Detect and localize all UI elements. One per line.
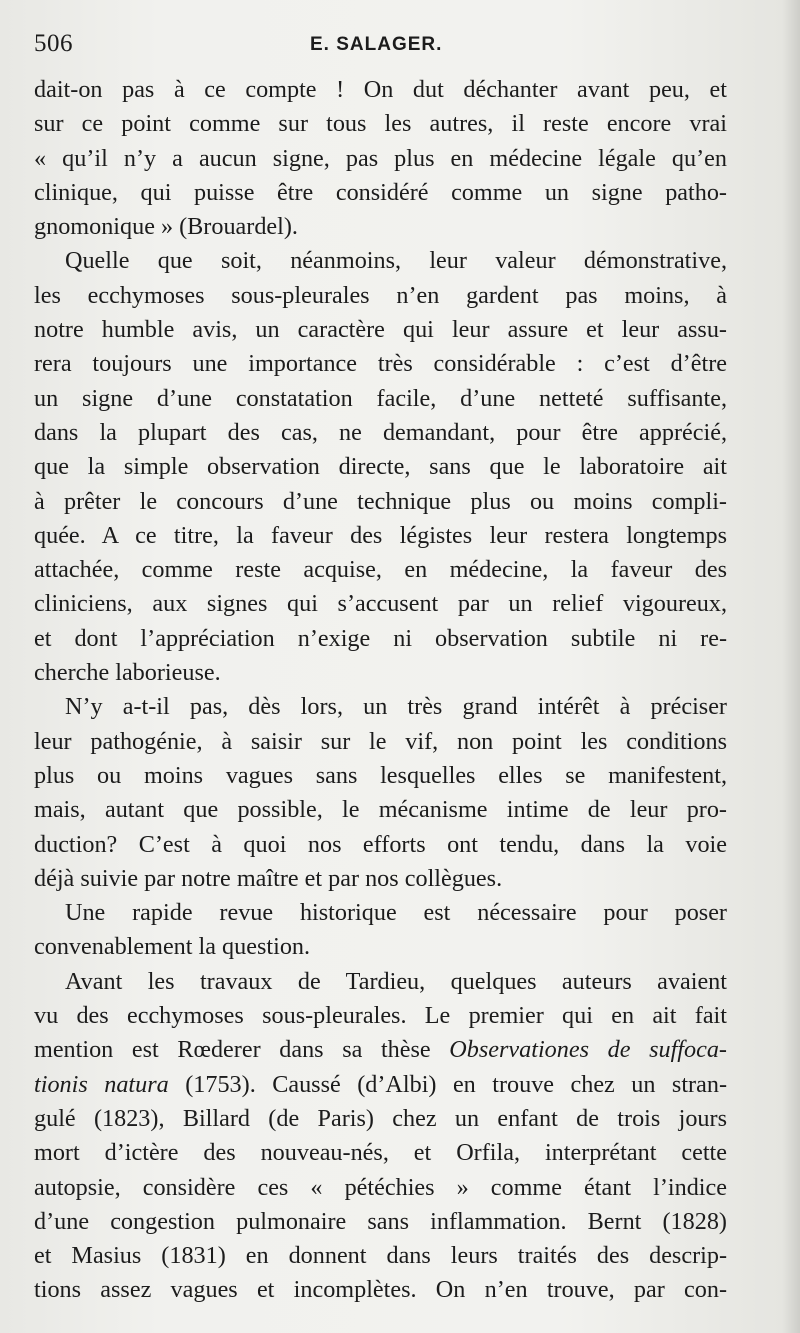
text-line: à prêter le concours d’une technique plus ou moins compli- [34, 487, 727, 515]
text-line: convenablement la question. [34, 933, 311, 961]
text-line: d’une congestion pulmonaire sans inflammation. Bernt (1828) [34, 1207, 727, 1235]
text-line: sur ce point comme sur tous les autres, il reste encore vrai [34, 110, 727, 138]
text-line: vu des ecchymoses sous-pleurales. Le premier qui en ait fait [34, 1002, 727, 1030]
text-line: dait-on pas à ce compte ! On dut déchanter avant peu, et [34, 76, 727, 103]
text-line: gnomonique » (Brouardel). [34, 213, 298, 241]
text-line: que la simple observation directe, sans que le laboratoire ait [34, 453, 727, 481]
text-line: attachée, comme reste acquise, en médecine, la faveur des [34, 556, 727, 584]
text-line: leur pathogénie, à saisir sur le vif, non point les conditions [34, 727, 727, 755]
text-line: autopsie, considère ces « pétéchies » comme étant l’indice [34, 1173, 727, 1201]
text-line: un signe d’une constatation facile, d’une netteté suffisante, [34, 384, 727, 412]
page-number: 506 [34, 30, 73, 57]
text-line [34, 1033, 727, 1067]
running-head: E. SALAGER. [310, 34, 443, 55]
text-line [34, 1068, 727, 1102]
text-line: et Masius (1831) en donnent dans leurs traités des descrip- [34, 1242, 727, 1270]
text-line: N’y a-t-il pas, dès lors, un très grand intérêt à préciser [65, 693, 727, 721]
text-line: clinique, qui puisse être considéré comme un signe patho- [34, 178, 727, 206]
text-line: Avant les travaux de Tardieu, quelques auteurs avaient [65, 967, 727, 995]
text-line: et dont l’appréciation n’exige ni observation subtile ni re- [34, 624, 727, 652]
text-line: tions assez vagues et incomplètes. On n’en trouve, par con- [34, 1276, 727, 1304]
text-line: quée. A ce titre, la faveur des légistes leur restera longtemps [34, 521, 727, 549]
text-line: cliniciens, aux signes qui s’accusent par un relief vigoureux, [34, 590, 727, 618]
text-line: « qu’il n’y a aucun signe, pas plus en médecine légale qu’en [34, 144, 727, 172]
body-text [34, 73, 727, 1308]
text-run: mention est Rœderer dans sa thèse [34, 1036, 450, 1064]
text-line: mort d’ictère des nouveau-nés, et Orfila, interprétant cette [34, 1139, 727, 1167]
text-line: notre humble avis, un caractère qui leur assure et leur assu- [34, 316, 727, 344]
page-header [34, 30, 734, 66]
text-line: rera toujours une importance très considérable : c’est d’être [34, 350, 727, 378]
text-line: Quelle que soit, néanmoins, leur valeur démonstrative, [65, 247, 727, 275]
text-line: dans la plupart des cas, ne demandant, pour être apprécié, [34, 418, 727, 446]
text-line: plus ou moins vagues sans lesquelles elles se manifestent, [34, 761, 727, 789]
text-run: (1753). Caussé (d’Albi) en trouve chez un stran- [168, 1070, 727, 1098]
italic-title: Observationes de suffoca- [449, 1036, 727, 1064]
text-line: cherche laborieuse. [34, 659, 221, 687]
text-line: déjà suivie par notre maître et par nos collègues. [34, 864, 503, 892]
italic-title: tionis natura [34, 1070, 169, 1098]
page-edge-shadow [782, 0, 800, 1333]
text-line: mais, autant que possible, le mécanisme intime de leur pro- [34, 796, 727, 824]
text-line: les ecchymoses sous-pleurales n’en gardent pas moins, à [34, 281, 727, 309]
text-line: Une rapide revue historique est nécessaire pour poser [65, 899, 727, 927]
text-line: gulé (1823), Billard (de Paris) chez un enfant de trois jours [34, 1104, 727, 1132]
text-line: duction? C’est à quoi nos efforts ont tendu, dans la voie [34, 830, 727, 858]
